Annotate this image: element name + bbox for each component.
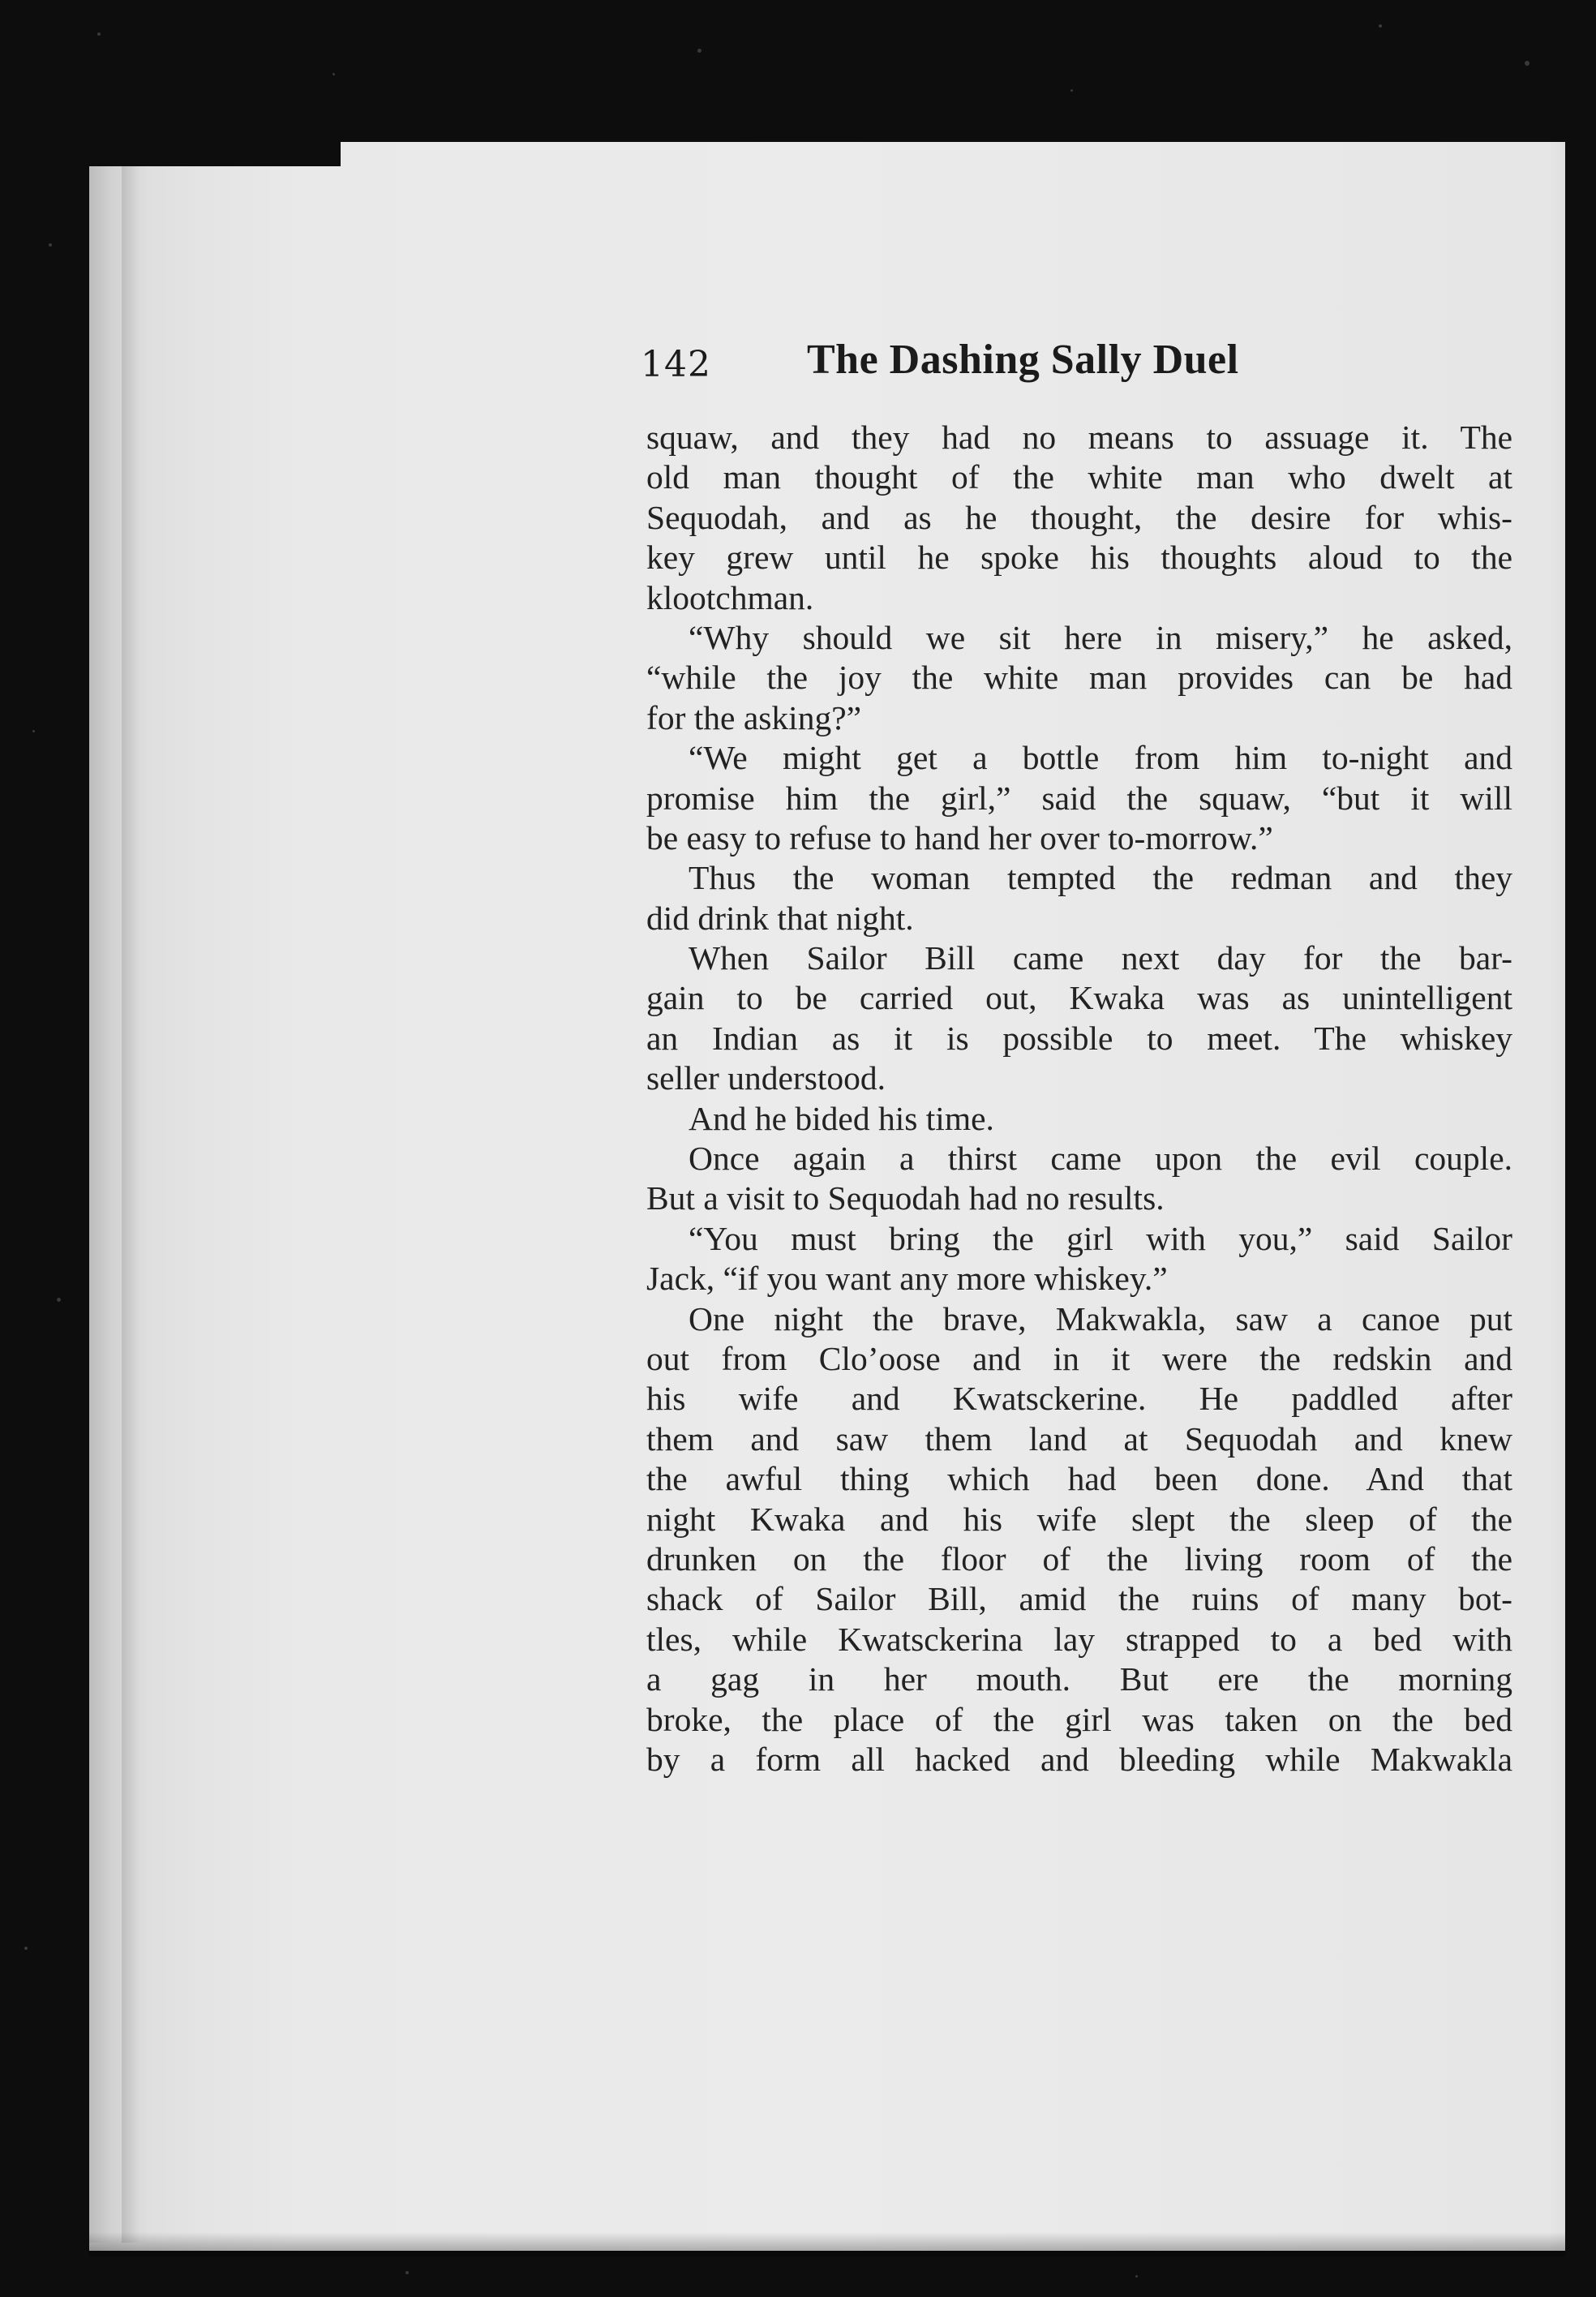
text-line: shack of Sailor Bill, amid the ruins of many bot- <box>646 1580 1512 1618</box>
text-line: them and saw them land at Sequodah and knew <box>646 1419 1512 1458</box>
film-speck <box>97 32 101 36</box>
film-speck <box>1070 89 1073 92</box>
film-speck <box>697 49 701 53</box>
text-line: tles, while Kwatsckerina lay strapped to a bed with <box>646 1620 1512 1658</box>
text-line: broke, the place of the girl was taken on the bed <box>646 1700 1512 1738</box>
text-line: promise him the girl,” said the squaw, “but it will <box>646 779 1512 817</box>
text-line: seller understood. <box>646 1059 886 1097</box>
text-line: drunken on the floor of the living room of the <box>646 1539 1512 1578</box>
text-line: did drink that night. <box>646 899 914 937</box>
text-line: by a form all hacked and bleeding while Makwakla <box>646 1740 1512 1778</box>
film-speck <box>1379 24 1382 28</box>
running-head <box>641 333 1517 397</box>
text-line: klootchman. <box>646 578 814 616</box>
film-speck <box>1135 2275 1138 2278</box>
text-line: Sequodah, and as he thought, the desire for whis- <box>646 498 1512 536</box>
text-line: gain to be carried out, Kwaka was as unintelligent <box>646 979 1512 1017</box>
text-line: “while the joy the white man provides can be had <box>646 659 1512 697</box>
text-line: for the asking?” <box>646 698 862 736</box>
text-line: out from Clo’oose and in it were the redskin and <box>646 1339 1512 1377</box>
text-line: Once again a thirst came upon the evil couple. <box>689 1140 1512 1178</box>
text-line: squaw, and they had no means to assuage it. The <box>646 419 1512 456</box>
text-line: old man thought of the white man who dwelt at <box>646 458 1512 496</box>
text-line: Thus the woman tempted the redman and they <box>689 859 1512 897</box>
film-speck <box>1525 61 1530 66</box>
film-speck <box>32 730 35 732</box>
text-line: “Why should we sit here in misery,” he asked, <box>689 618 1512 656</box>
running-title: The Dashing Sally Duel <box>807 337 1239 383</box>
film-speck <box>24 1947 28 1950</box>
page-bottom-shadow <box>89 2232 1581 2256</box>
film-speck <box>405 2271 409 2274</box>
text-line: But a visit to Sequodah had no results. <box>646 1179 1165 1217</box>
film-speck <box>332 73 335 75</box>
text-line: an Indian as it is possible to meet. The whiskey <box>646 1019 1512 1057</box>
text-line: be easy to refuse to hand her over to-morrow.” <box>646 818 1273 857</box>
text-line: “We might get a bottle from him to-night and <box>689 739 1512 777</box>
text-line: night Kwaka and his wife slept the sleep of the <box>646 1500 1512 1538</box>
page-number: 142 <box>641 344 711 385</box>
text-line: And he bided his time. <box>689 1099 994 1137</box>
scan-border-right <box>1565 122 1596 2263</box>
text-line: Jack, “if you want any more whiskey.” <box>646 1260 1168 1298</box>
text-line: When Sailor Bill came next day for the bar- <box>689 939 1512 977</box>
text-line: his wife and Kwatsckerine. He paddled after <box>646 1380 1512 1418</box>
body-text <box>646 418 1512 1780</box>
text-line: One night the brave, Makwakla, saw a canoe put <box>689 1299 1512 1337</box>
text-line: a gag in her mouth. But ere the morning <box>646 1660 1512 1698</box>
film-speck <box>57 1298 61 1302</box>
text-line: the awful thing which had been done. And that <box>646 1460 1512 1498</box>
binding-shadow <box>122 166 139 2243</box>
text-line: key grew until he spoke his thoughts aloud to the <box>646 539 1512 577</box>
film-speck <box>49 243 52 247</box>
text-line: “You must bring the girl with you,” said Sailor <box>689 1219 1512 1257</box>
